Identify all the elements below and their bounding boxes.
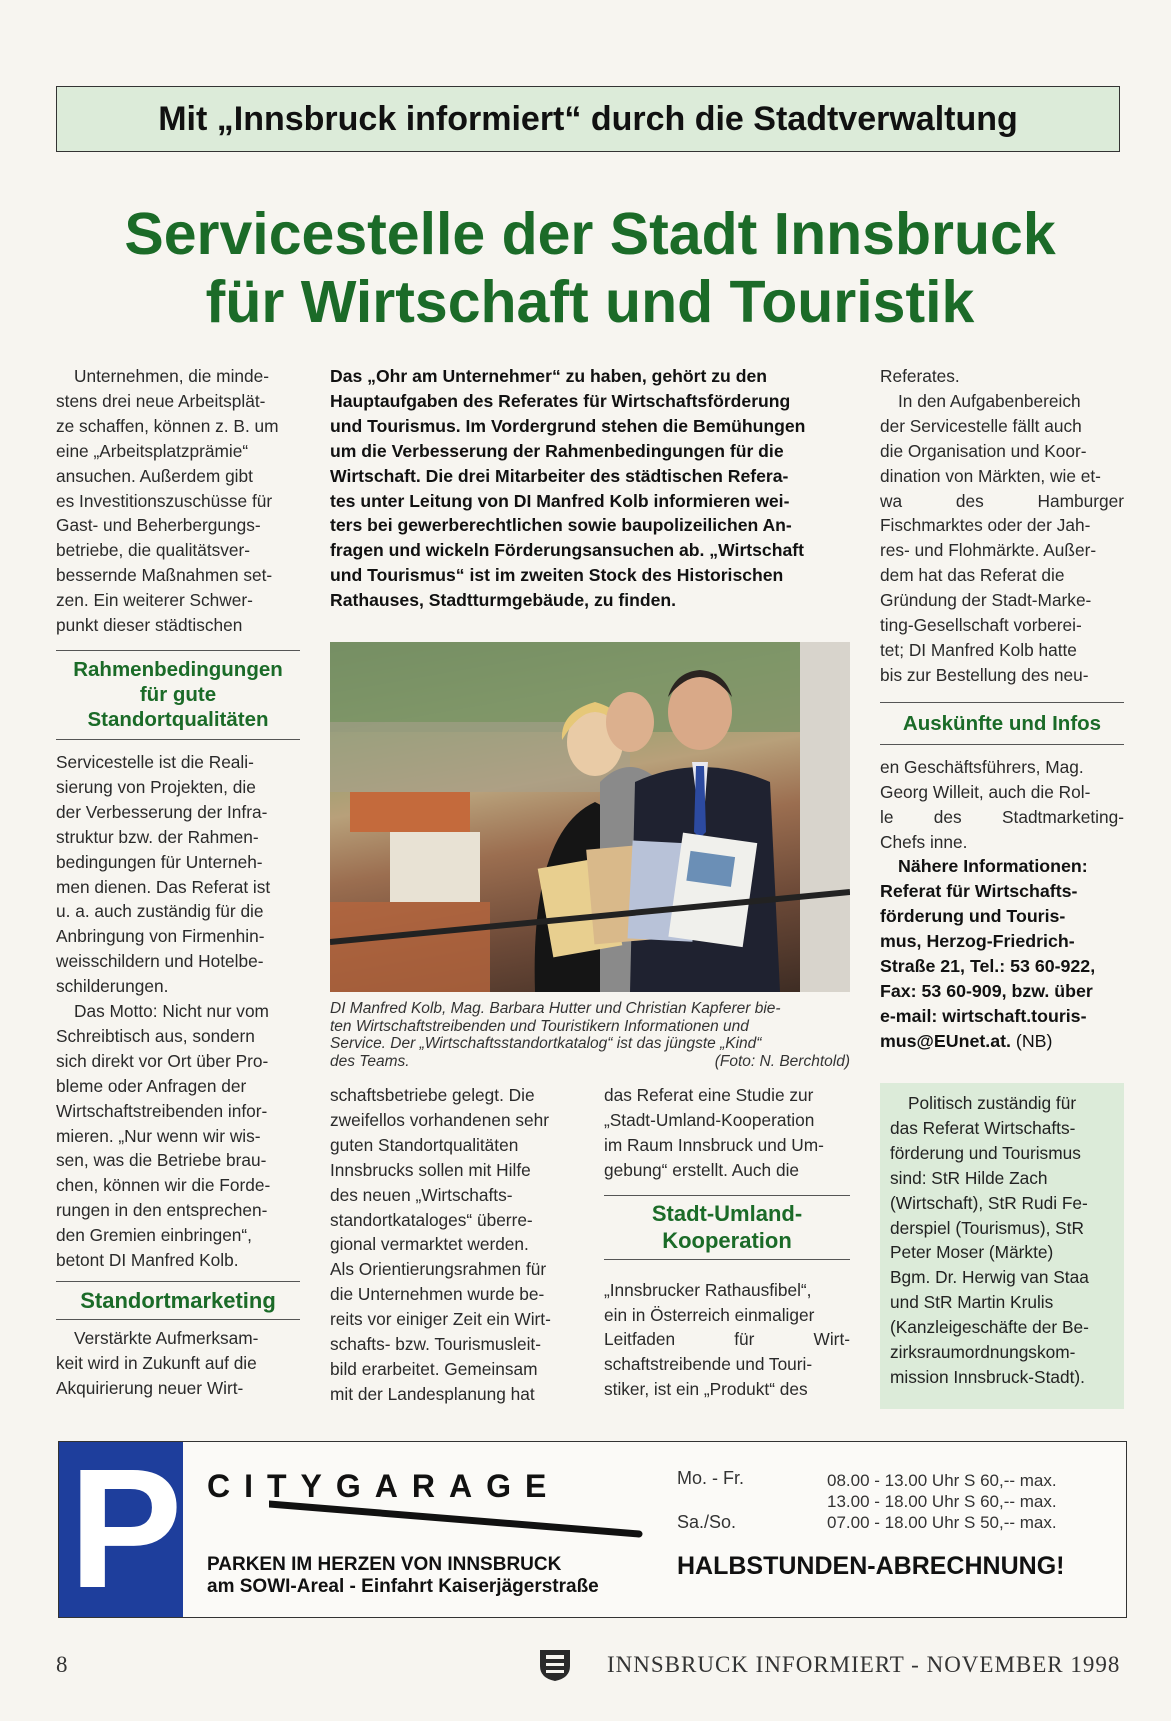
text-line: förderung und Touris- (880, 906, 1066, 927)
hours-line: 07.00 - 18.00 Uhr S 50,-- max. (827, 1513, 1057, 1532)
subheading-line: für gute (139, 682, 217, 706)
parking-p-letter: P (69, 1434, 183, 1624)
text-line: punkt dieser städtischen (56, 615, 243, 636)
text-line: wa des Hamburger (880, 490, 1124, 511)
subheading-rahmenbedingungen (56, 650, 300, 740)
text-line: sind: StR Hilde Zach (890, 1167, 1048, 1188)
text-line: förderung und Tourismus (890, 1142, 1081, 1163)
col1-mid-text (56, 750, 300, 999)
text-line: bild erarbeitet. Gemeinsam (330, 1358, 538, 1379)
text-line: und Tourismus“ ist im zweiten Stock des Historischen (330, 565, 784, 586)
ad-location: am SOWI-Areal - Einfahrt Kaiserjägerstraße (207, 1576, 599, 1597)
publication-title: INNSBRUCK INFORMIERT - NOVEMBER 1998 (607, 1652, 1121, 1677)
text-line: Bgm. Dr. Herwig van Staa (890, 1267, 1089, 1288)
text-line: des neuen „Wirtschafts- (330, 1184, 513, 1205)
text-line: schafts- bzw. Tourismusleit- (330, 1334, 541, 1355)
text-line: rungen in den entsprechen- (56, 1200, 268, 1221)
text-line: dination von Märkten, wie et- (880, 465, 1101, 486)
text-line: Schreibtisch aus, sondern (56, 1025, 255, 1046)
text-line: Referat für Wirtschafts- (880, 881, 1078, 902)
brand-name: CITYGARAGE (207, 1468, 561, 1504)
text-line: eine „Arbeitsplatzprämie“ (56, 440, 249, 461)
text-line: ein in Österreich einmaliger (604, 1304, 815, 1325)
text-line: Servicestelle ist die Reali- (56, 751, 254, 772)
text-line: Gast- und Beherbergungs- (56, 515, 261, 536)
text-line: Das „Ohr am Unternehmer“ zu haben, gehört zu den (330, 366, 767, 386)
text-line: das Referat eine Studie zur (604, 1085, 814, 1105)
text-line: (Kanzleigeschäfte der Be- (890, 1317, 1089, 1338)
subheading-line: Standortqualitäten (87, 707, 269, 731)
text-line: u. a. auch zuständig für die (56, 901, 264, 922)
weekend-label: Sa./So. (677, 1512, 737, 1532)
col1-top-text (56, 364, 300, 638)
text-line: guten Standortqualitäten (330, 1134, 519, 1155)
text-line: „Innsbrucker Rathausfibel“, (604, 1279, 812, 1300)
text-line: schilderungen. (56, 976, 169, 997)
text-line: Unternehmen, die minde- (74, 366, 269, 386)
col4-mid-text (880, 755, 1124, 855)
text-line: Wirtschaftstreibenden infor- (56, 1100, 268, 1121)
column-3-bottom (604, 1083, 850, 1402)
text-line: Wirtschaft. Die drei Mitarbeiter des städtischen Refera- (330, 465, 789, 486)
text-line: und StR Martin Krulis (890, 1292, 1054, 1313)
text-line: die Unternehmen wurde be- (330, 1284, 545, 1305)
subheading-auskuenfte: Auskünfte und Infos (880, 702, 1124, 745)
text-line (880, 1029, 1124, 1054)
text-line: den Gremien einbringen“, (56, 1225, 252, 1246)
text-line: Rathauses, Stadtturmgebäude, zu finden. (330, 590, 677, 611)
text-line: ansuchen. Außerdem gibt (56, 465, 253, 486)
ad-slogan: HALBSTUNDEN-ABRECHNUNG! (677, 1552, 1065, 1580)
intro-text (330, 364, 850, 613)
text-line: Anbringung von Firmenhin- (56, 926, 265, 947)
col3b-end-text (604, 1278, 850, 1403)
photo-caption (330, 1000, 850, 1070)
responsibility-box (880, 1083, 1124, 1409)
subheading-line: Stadt-Umland- (651, 1200, 803, 1226)
text-line: tes unter Leitung von DI Manfred Kolb informieren wei- (330, 490, 790, 511)
text-line: struktur bzw. der Rahmen- (56, 826, 259, 847)
text-line: stiker, ist ein „Produkt“ des (604, 1379, 808, 1400)
text-line: Leitfaden für Wirt- (604, 1329, 850, 1350)
text-line: schaftsbetriebe gelegt. Die (330, 1085, 535, 1105)
hours-line: 08.00 - 13.00 Uhr S 60,-- max. (827, 1471, 1057, 1490)
email-address[interactable]: mus@EUnet.at. (880, 1030, 1011, 1051)
weekday-label: Mo. - Fr. (677, 1468, 744, 1488)
photo-illustration (330, 642, 850, 992)
text-line: bleme oder Anfragen der (56, 1075, 247, 1096)
text-line: sierung von Projekten, die (56, 776, 256, 797)
text-line: Nähere Informationen: (898, 856, 1088, 877)
text-line: fragen und wickeln Förderungsansuchen ab. „Wirtschaft (330, 540, 804, 561)
subheading-stadt-umland (604, 1195, 850, 1260)
caption-last-row (330, 1053, 850, 1071)
text-line: ze schaffen, können z. B. um (56, 415, 279, 436)
text-line: Innsbrucks sollen mit Hilfe (330, 1159, 531, 1180)
text-line: im Raum Innsbruck und Um- (604, 1134, 824, 1155)
text-line: dem hat das Referat die (880, 565, 1065, 586)
text-line: standortkataloges“ überre- (330, 1209, 533, 1230)
parking-logo (59, 1434, 183, 1624)
caption-line: Service. Der „Wirtschaftsstandortkatalog“ ist das jüngste „Kind“ (330, 1035, 762, 1052)
text-line: Fax: 53 60-909, bzw. über (880, 980, 1093, 1001)
subheading-line: Rahmenbedingungen (73, 657, 283, 681)
text-line: Akquirierung neuer Wirt- (56, 1377, 244, 1398)
text-line: tet; DI Manfred Kolb hatte (880, 639, 1077, 660)
section-banner: Mit „Innsbruck informiert“ durch die Stadtverwaltung (56, 86, 1120, 152)
text-line: gional vermarktet werden. (330, 1234, 529, 1255)
text-line: mieren. „Nur wenn wir wis- (56, 1125, 261, 1146)
text-line: weisschildern und Hotelbe- (56, 951, 264, 972)
text-line: bedingungen für Unterneh- (56, 851, 263, 872)
text-line: bis zur Bestellung des neu- (880, 664, 1089, 685)
text-line: Fischmarktes oder der Jah- (880, 515, 1091, 536)
citygarage-ad (58, 1434, 1127, 1624)
hours-line: 13.00 - 18.00 Uhr S 60,-- max. (827, 1492, 1057, 1511)
text-line: sich direkt vor Ort über Pro- (56, 1050, 269, 1071)
page-number: 8 (56, 1652, 68, 1677)
caption-line: DI Manfred Kolb, Mag. Barbara Hutter und Christian Kapferer bie- (330, 1000, 781, 1017)
text-line: es Investitionszuschüsse für (56, 490, 273, 511)
text-line: der Servicestelle fällt auch (880, 415, 1082, 436)
text-line: Peter Moser (Märkte) (890, 1242, 1054, 1263)
text-line: keit wird in Zukunft auf die (56, 1352, 257, 1373)
caption-line: des Teams. (330, 1052, 410, 1070)
text-line: derspiel (Tourismus), StR (890, 1217, 1084, 1238)
text-line: In den Aufgabenbereich (898, 390, 1081, 411)
text-line: zweifellos vorhandenen sehr (330, 1109, 550, 1130)
text-line: bessernde Maßnahmen set- (56, 565, 273, 586)
text-line: die Organisation und Koor- (880, 440, 1087, 461)
text-line: reits vor einiger Zeit ein Wirt- (330, 1309, 551, 1330)
text-line: zirksraumordnungskom- (890, 1342, 1076, 1363)
text-line: Straße 21, Tel.: 53 60-922, (880, 956, 1096, 977)
text-line: zen. Ein weiterer Schwer- (56, 590, 253, 611)
text-line: betont DI Manfred Kolb. (56, 1250, 239, 1271)
text-line: Chefs inne. (880, 831, 968, 852)
col1-motto-text (56, 999, 300, 1273)
text-line: chen, können wir die Forde- (56, 1175, 271, 1196)
team-photo (330, 642, 850, 992)
subheading-line: Kooperation (662, 1227, 792, 1253)
column-4 (880, 364, 1124, 1054)
contact-info (880, 854, 1124, 1053)
text-line: Referates. (880, 366, 960, 386)
text-line: Georg Willeit, auch die Rol- (880, 781, 1091, 802)
text-line: sen, was die Betriebe brau- (56, 1150, 267, 1171)
text-line: betriebe, die qualitätsver- (56, 540, 251, 561)
text-line: stens drei neue Arbeitsplät- (56, 390, 266, 411)
text-line: gebung“ erstellt. Auch die (604, 1159, 800, 1180)
text-line: Verstärkte Aufmerksam- (74, 1328, 259, 1348)
author-tag: (NB) (1015, 1030, 1053, 1051)
text-line: men dienen. Das Referat ist (56, 876, 271, 897)
text-line: e-mail: wirtschaft.touris- (880, 1005, 1087, 1026)
text-line: der Verbesserung der Infra- (56, 801, 268, 822)
headline-line-2: für Wirtschaft und Touristik (205, 269, 975, 335)
text-line: en Geschäftsführers, Mag. (880, 756, 1084, 777)
text-line: res- und Flohmärkte. Außer- (880, 540, 1097, 561)
text-line: ting-Gesellschaft vorberei- (880, 615, 1082, 636)
opening-hours (827, 1470, 1057, 1533)
ad-tagline: PARKEN IM HERZEN VON INNSBRUCK (207, 1554, 562, 1575)
text-line: ters bei gewerberechtlichen sowie baupolizeilichen An- (330, 515, 792, 536)
text-line: das Referat Wirtschafts- (890, 1117, 1076, 1138)
text-line: Das Motto: Nicht nur vom (74, 1001, 269, 1022)
text-line: um die Verbesserung der Rahmenbedingungen für die (330, 440, 784, 461)
text-line: und Tourismus. Im Vordergrund stehen die Bemühungen (330, 415, 806, 436)
text-line: mus, Herzog-Friedrich- (880, 931, 1075, 952)
brand-underline (269, 1500, 649, 1540)
city-crest-icon (538, 1646, 572, 1682)
text-line: mission Innsbruck-Stadt). (890, 1366, 1085, 1387)
caption-line: ten Wirtschaftstreibenden und Touristikern Informationen und (330, 1017, 749, 1035)
text-line: le des Stadtmarketing- (880, 806, 1124, 827)
column-1 (56, 364, 300, 1401)
text-line: mit der Landesplanung hat (330, 1383, 535, 1404)
photo-credit: (Foto: N. Berchtold) (714, 1052, 850, 1070)
text-line: (Wirtschaft), StR Rudi Fe- (890, 1192, 1088, 1213)
column-2-bottom (330, 1083, 576, 1407)
text-line: „Stadt-Umland-Kooperation (604, 1109, 815, 1130)
text-line: Als Orientierungsrahmen für (330, 1259, 547, 1280)
subheading-standortmarketing: Standortmarketing (56, 1281, 300, 1320)
text-line: Hauptaufgaben des Referates für Wirtschaftsförderung (330, 390, 791, 411)
text-line: Politisch zuständig für (908, 1093, 1077, 1113)
text-line: Gründung der Stadt-Marke- (880, 590, 1092, 611)
text-line: schaftstreibende und Touri- (604, 1354, 813, 1375)
headline-line-1: Servicestelle der Stadt Innsbruck (124, 201, 1056, 267)
col1-end-text (56, 1326, 300, 1401)
page-headline (40, 200, 1140, 336)
